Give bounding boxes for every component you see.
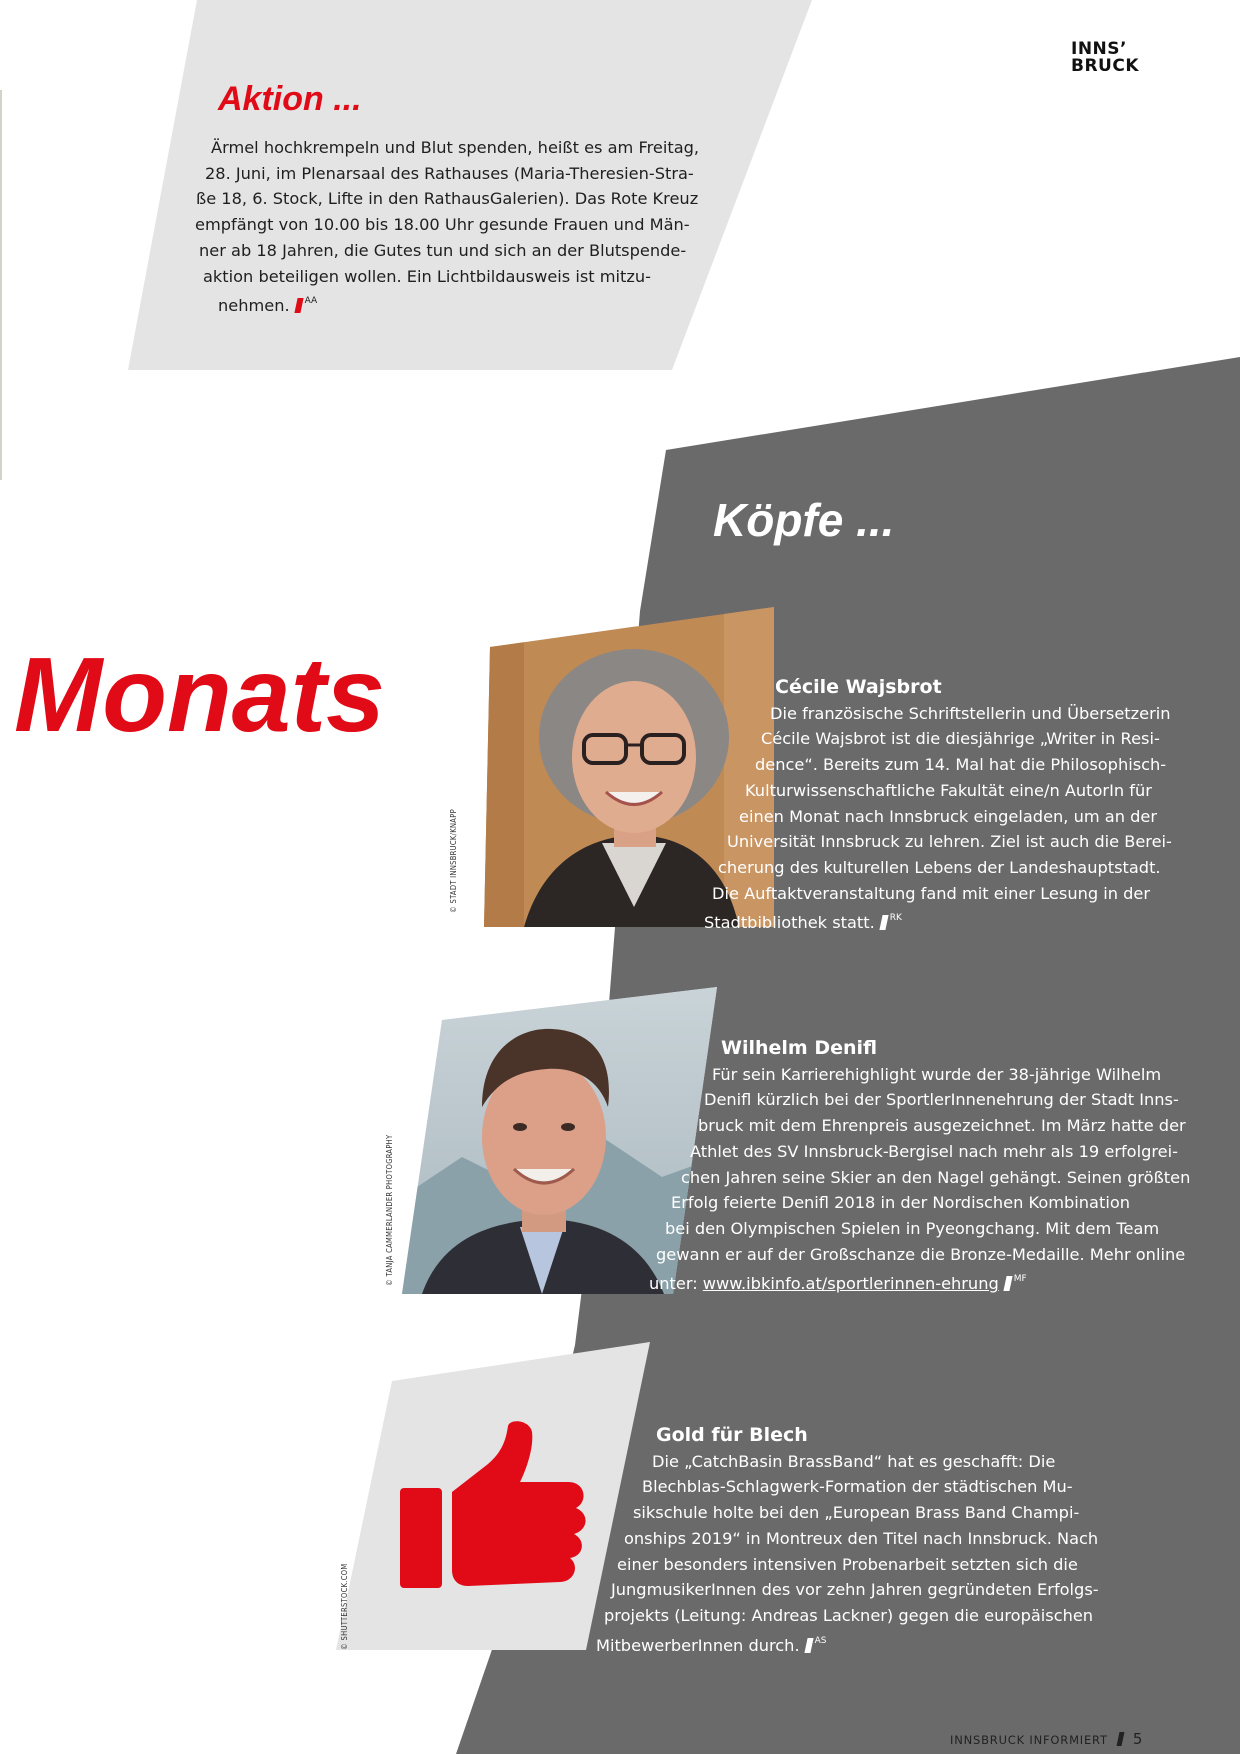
monats-heading: Monats <box>14 636 385 754</box>
wajsbrot-line: Die französische Schriftstellerin und Übersetzerin <box>770 703 1171 723</box>
denifl-name: Wilhelm Denifl <box>721 1037 878 1059</box>
author-initials: RK <box>889 913 902 924</box>
wajsbrot-line: cherung des kulturellen Lebens der Landeshauptstadt. <box>718 857 1161 877</box>
blech-line: JungmusikerInnen des vor zehn Jahren gegründeten Erfolgs- <box>611 1580 1099 1600</box>
blech-line: einer besonders intensiven Probenarbeit setzten sich die <box>617 1554 1078 1574</box>
koepfe-heading: Köpfe ... <box>713 494 895 546</box>
blech-line: Die „CatchBasin BrassBand“ hat es geschafft: Die <box>652 1451 1056 1471</box>
logo-line-2: BRUCK <box>1071 56 1140 76</box>
blech-line: sikschule holte bei den „European Brass Band Champi- <box>633 1503 1080 1523</box>
blech-line: onships 2019“ in Montreux den Titel nach Innsbruck. Nach <box>624 1528 1099 1548</box>
photo-credit: © STADT INNSBRUCK/KNAPP <box>449 809 458 913</box>
sportlerinnen-ehrung-link[interactable]: www.ibkinfo.at/sportlerinnen-ehrung <box>702 1274 999 1294</box>
footer-label: INNSBRUCK INFORMIERT <box>950 1733 1108 1747</box>
aktion-line: 28. Juni, im Plenarsaal des Rathauses (Maria-Theresien-Stra- <box>205 163 694 183</box>
denifl-line: bruck mit dem Ehrenpreis ausgezeichnet. Im März hatte der <box>698 1116 1186 1136</box>
blech-line: projekts (Leitung: Andreas Lackner) gegen die europäischen <box>604 1605 1094 1625</box>
page-number: 5 <box>1132 1730 1144 1748</box>
wajsbrot-article <box>0 675 1240 936</box>
photo-credit: © TANJA CAMMERLANDER PHOTOGRAPHY <box>385 1134 394 1286</box>
end-mark-icon <box>1003 1276 1012 1291</box>
author-initials: MF <box>1013 1274 1027 1285</box>
wajsbrot-line: Cécile Wajsbrot ist die diesjährige „Writer in Resi- <box>761 729 1160 749</box>
denifl-line: Denifl kürzlich bei der SportlerInnenehrung der Stadt Inns- <box>704 1090 1179 1110</box>
page-footer <box>950 1730 1143 1748</box>
blech-name: Gold für Blech <box>656 1424 808 1446</box>
author-initials: AA <box>304 296 318 307</box>
denifl-line: bei den Olympischen Spielen in Pyeongchang. Mit dem Team <box>665 1218 1160 1238</box>
aktion-line: empfängt von 10.00 bis 18.00 Uhr gesunde Frauen und Män- <box>195 215 690 235</box>
photo-credit: © SHUTTERSTOCK.COM <box>340 1563 349 1650</box>
blech-article <box>0 1423 1240 1658</box>
denifl-line: gewann er auf der Großschanze die Bronze-Medaille. Mehr online <box>656 1244 1186 1264</box>
wajsbrot-name: Cécile Wajsbrot <box>775 676 942 698</box>
logo-line-1: INNS’ <box>1071 39 1127 59</box>
blech-line: Blechblas-Schlagwerk-Formation der städtischen Mu- <box>642 1477 1073 1497</box>
denifl-line: Erfolg feierte Denifl 2018 in der Nordischen Kombination <box>671 1193 1130 1213</box>
end-mark-icon <box>804 1638 813 1653</box>
wajsbrot-line: dence“. Bereits zum 14. Mal hat die Philosophisch- <box>755 755 1167 775</box>
aktion-line: Ärmel hochkrempeln und Blut spenden, heißt es am Freitag, <box>211 138 700 157</box>
wajsbrot-line: Stadtbibliothek statt. <box>704 913 875 933</box>
aktion-line: ner ab 18 Jahren, die Gutes tun und sich an der Blutspende- <box>199 240 687 260</box>
denifl-link-prefix: unter: <box>649 1274 703 1294</box>
denifl-line: Athlet des SV Innsbruck-Bergisel nach mehr als 19 erfolgrei- <box>690 1141 1178 1161</box>
wajsbrot-line: Kulturwissenschaftliche Fakultät eine/n AutorIn für <box>745 780 1152 800</box>
denifl-line: Für sein Karrierehighlight wurde der 38-jährige Wilhelm <box>712 1064 1162 1084</box>
denifl-line: chen Jahren seine Skier an den Nagel gehängt. Seinen größten <box>681 1167 1191 1187</box>
blech-line: MitbewerberInnen durch. <box>596 1635 800 1655</box>
author-initials: AS <box>814 1635 827 1646</box>
denifl-article <box>0 1036 1240 1297</box>
wajsbrot-line: Universität Innsbruck zu lehren. Ziel ist auch die Berei- <box>727 832 1172 852</box>
footer-mark-icon <box>1116 1732 1124 1746</box>
end-mark-icon <box>879 915 888 930</box>
aktion-heading: Aktion ... <box>218 80 362 118</box>
wajsbrot-line: einen Monat nach Innsbruck eingeladen, um an der <box>739 806 1157 826</box>
wajsbrot-line: Die Auftaktveranstaltung fand mit einer Lesung in der <box>712 883 1151 903</box>
end-mark-icon <box>294 298 303 313</box>
aktion-line: nehmen. <box>218 296 290 316</box>
aktion-line: ße 18, 6. Stock, Lifte in den RathausGalerien). Das Rote Kreuz <box>196 189 699 209</box>
innsbruck-logo <box>1071 41 1139 75</box>
aktion-body <box>0 135 800 319</box>
aktion-line: aktion beteiligen wollen. Ein Lichtbildausweis ist mitzu- <box>203 266 651 286</box>
